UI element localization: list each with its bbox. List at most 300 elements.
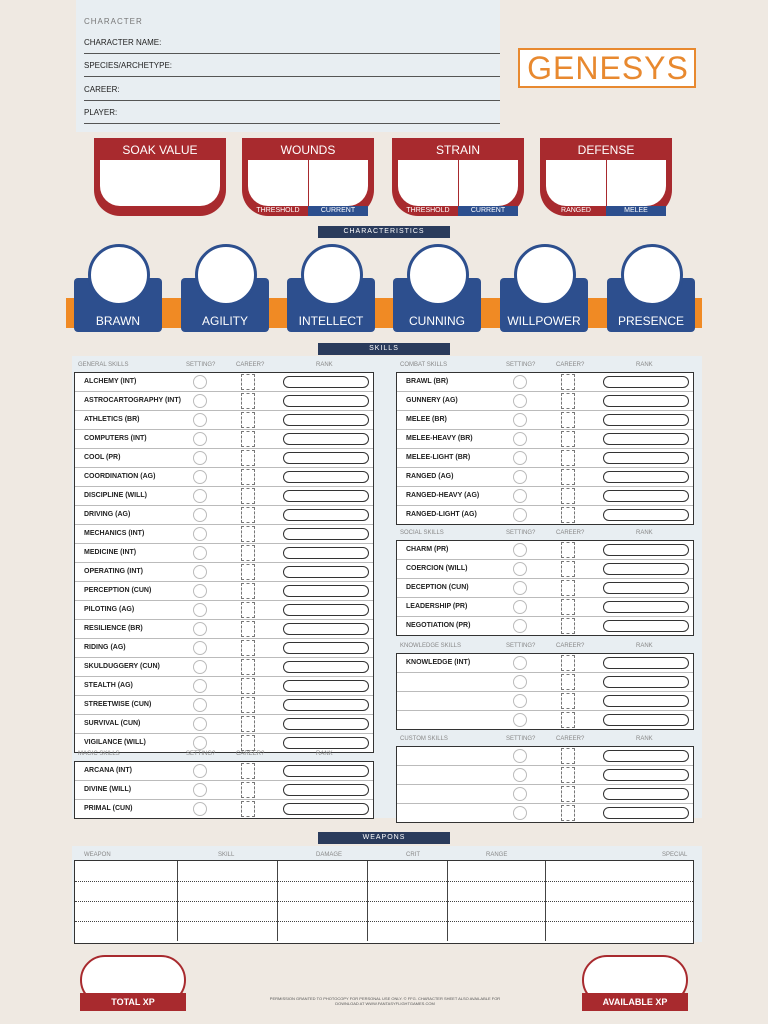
- rank-track[interactable]: [283, 642, 369, 654]
- skill-name: MECHANICS (INT): [84, 530, 145, 537]
- career-checkbox[interactable]: [561, 712, 575, 728]
- rank-track[interactable]: [603, 582, 689, 594]
- skill-row: [75, 563, 373, 582]
- defense-melee-label: MELEE: [606, 206, 666, 216]
- skill-row: [75, 762, 373, 781]
- setting-checkbox[interactable]: [513, 562, 527, 576]
- career-checkbox[interactable]: [241, 640, 255, 656]
- skill-name: PILOTING (AG): [84, 606, 135, 613]
- setting-checkbox[interactable]: [513, 432, 527, 446]
- rank-track[interactable]: [283, 585, 369, 597]
- damage-header: DAMAGE: [316, 852, 343, 858]
- presence-characteristic[interactable]: PRESENCE: [607, 244, 695, 332]
- skill-name: KNOWLEDGE (INT): [406, 659, 471, 666]
- setting-checkbox[interactable]: [193, 603, 207, 617]
- column-divider: [277, 861, 278, 881]
- rank-track[interactable]: [603, 395, 689, 407]
- rank-track[interactable]: [283, 528, 369, 540]
- setting-checkbox[interactable]: [193, 394, 207, 408]
- career-column-header: CAREER?: [556, 362, 585, 368]
- rank-track[interactable]: [603, 490, 689, 502]
- wounds-current-label: CURRENT: [308, 206, 368, 216]
- available-xp-box[interactable]: [582, 955, 688, 1013]
- setting-column-header: SETTING?: [186, 362, 216, 368]
- rank-track[interactable]: [603, 563, 689, 575]
- skill-name: MEDICINE (INT): [84, 549, 137, 556]
- skill-row: [397, 673, 693, 692]
- rank-track[interactable]: [283, 566, 369, 578]
- career-checkbox[interactable]: [241, 782, 255, 798]
- career-checkbox[interactable]: [561, 599, 575, 615]
- career-checkbox[interactable]: [241, 488, 255, 504]
- career-checkbox[interactable]: [561, 580, 575, 596]
- rank-track[interactable]: [603, 414, 689, 426]
- rank-track[interactable]: [283, 623, 369, 635]
- skill-name: COORDINATION (AG): [84, 473, 156, 480]
- setting-checkbox[interactable]: [193, 717, 207, 731]
- rank-track[interactable]: [283, 803, 369, 815]
- wounds-box: [242, 138, 374, 220]
- career-checkbox[interactable]: [561, 393, 575, 409]
- skill-name: GUNNERY (AG): [406, 397, 458, 404]
- career-checkbox[interactable]: [561, 507, 575, 523]
- career-checkbox[interactable]: [241, 526, 255, 542]
- career-checkbox[interactable]: [241, 564, 255, 580]
- skill-name: COERCION (WILL): [406, 565, 468, 572]
- skill-row: [75, 620, 373, 639]
- skill-row: [397, 392, 693, 411]
- social-skills-section: [396, 530, 694, 636]
- setting-checkbox[interactable]: [513, 543, 527, 557]
- rank-track[interactable]: [283, 433, 369, 445]
- career-checkbox[interactable]: [241, 659, 255, 675]
- column-divider: [447, 921, 448, 941]
- rank-track[interactable]: [283, 547, 369, 559]
- skill-row: [397, 449, 693, 468]
- special-header: SPECIAL: [662, 852, 688, 858]
- column-divider: [277, 921, 278, 941]
- setting-checkbox[interactable]: [513, 394, 527, 408]
- social-skills-header: [396, 530, 694, 540]
- setting-checkbox[interactable]: [193, 679, 207, 693]
- skill-row: [397, 598, 693, 617]
- career-checkbox[interactable]: [561, 374, 575, 390]
- section-title: SOCIAL SKILLS: [400, 530, 444, 536]
- cunning-characteristic[interactable]: CUNNING: [393, 244, 481, 332]
- skill-row: [75, 582, 373, 601]
- skill-name: NEGOTIATION (PR): [406, 622, 471, 629]
- soak-title: SOAK VALUE: [100, 140, 220, 160]
- skill-name: LEADERSHIP (PR): [406, 603, 468, 610]
- rank-track[interactable]: [283, 490, 369, 502]
- knowledge-skills-list: [396, 653, 694, 730]
- setting-column-header: SETTING?: [506, 736, 536, 742]
- setting-checkbox[interactable]: [193, 736, 207, 750]
- rank-track[interactable]: [283, 509, 369, 521]
- setting-checkbox[interactable]: [513, 694, 527, 708]
- career-checkbox[interactable]: [241, 716, 255, 732]
- career-checkbox[interactable]: [241, 621, 255, 637]
- skills-banner: SKILLS: [318, 343, 450, 355]
- skill-row: [75, 449, 373, 468]
- social-skills-list: [396, 540, 694, 636]
- career-checkbox[interactable]: [241, 469, 255, 485]
- career-checkbox[interactable]: [241, 801, 255, 817]
- skill-name: RANGED-HEAVY (AG): [406, 492, 480, 499]
- career-checkbox[interactable]: [561, 561, 575, 577]
- rank-track[interactable]: [283, 414, 369, 426]
- skill-row: [397, 579, 693, 598]
- strain-title: STRAIN: [398, 140, 518, 160]
- player-field[interactable]: PLAYER:: [84, 103, 500, 124]
- combat-skills-section: [396, 362, 694, 525]
- setting-checkbox[interactable]: [513, 470, 527, 484]
- rank-track[interactable]: [283, 737, 369, 749]
- setting-checkbox[interactable]: [513, 787, 527, 801]
- skill-name: SKULDUGGERY (CUN): [84, 663, 160, 670]
- career-column-header: CAREER?: [236, 751, 265, 757]
- character-section-title: CHARACTER: [84, 17, 143, 26]
- rank-column-header: RANK: [636, 530, 653, 536]
- skill-name: SURVIVAL (CUN): [84, 720, 141, 727]
- skill-name: DRIVING (AG): [84, 511, 131, 518]
- strain-threshold-label: THRESHOLD: [406, 207, 450, 214]
- setting-checkbox[interactable]: [513, 806, 527, 820]
- career-checkbox[interactable]: [241, 393, 255, 409]
- characteristics-banner: CHARACTERISTICS: [318, 226, 450, 238]
- magic-skills-list: [74, 761, 374, 819]
- setting-checkbox[interactable]: [193, 641, 207, 655]
- weapon-row[interactable]: [75, 921, 693, 941]
- career-checkbox[interactable]: [561, 748, 575, 764]
- rank-column-header: RANK: [316, 362, 333, 368]
- skill-row: [397, 560, 693, 579]
- section-title: CUSTOM SKILLS: [400, 736, 448, 742]
- defense-box: [540, 138, 672, 220]
- setting-checkbox[interactable]: [513, 489, 527, 503]
- skill-name: CHARM (PR): [406, 546, 449, 553]
- skill-name: STREETWISE (CUN): [84, 701, 152, 708]
- setting-checkbox[interactable]: [513, 656, 527, 670]
- skill-name: VIGILANCE (WILL): [84, 739, 146, 746]
- career-checkbox[interactable]: [241, 545, 255, 561]
- rank-column-header: RANK: [636, 362, 653, 368]
- setting-checkbox[interactable]: [513, 675, 527, 689]
- skill-row: [75, 800, 373, 818]
- setting-checkbox[interactable]: [193, 660, 207, 674]
- setting-checkbox[interactable]: [193, 764, 207, 778]
- rank-track[interactable]: [603, 788, 689, 800]
- rank-track[interactable]: [603, 452, 689, 464]
- column-divider: [447, 881, 448, 901]
- rank-track[interactable]: [283, 661, 369, 673]
- intellect-characteristic[interactable]: INTELLECT: [287, 244, 375, 332]
- setting-checkbox[interactable]: [513, 375, 527, 389]
- skill-row: [397, 692, 693, 711]
- section-title: GENERAL SKILLS: [78, 362, 129, 368]
- rank-track[interactable]: [603, 376, 689, 388]
- setting-checkbox[interactable]: [193, 783, 207, 797]
- knowledge-skills-section: [396, 643, 694, 730]
- column-divider: [447, 901, 448, 921]
- species-field[interactable]: SPECIES/ARCHETYPE:: [84, 56, 500, 77]
- rank-track[interactable]: [603, 807, 689, 819]
- setting-column-header: SETTING?: [186, 751, 216, 757]
- general-skills-list: [74, 372, 374, 753]
- magic-skills-header: [74, 751, 374, 761]
- rank-track[interactable]: [603, 676, 689, 688]
- column-divider: [177, 921, 178, 941]
- setting-checkbox[interactable]: [193, 432, 207, 446]
- setting-checkbox[interactable]: [193, 565, 207, 579]
- skill-name: MELEE-LIGHT (BR): [406, 454, 471, 461]
- weapons-banner: WEAPONS: [318, 832, 450, 844]
- rank-column-header: RANK: [636, 736, 653, 742]
- rank-track[interactable]: [283, 471, 369, 483]
- career-checkbox[interactable]: [561, 786, 575, 802]
- weapon-row[interactable]: [75, 881, 693, 902]
- skill-name: MELEE (BR): [406, 416, 447, 423]
- setting-checkbox[interactable]: [193, 470, 207, 484]
- career-checkbox[interactable]: [561, 542, 575, 558]
- skill-name: PERCEPTION (CUN): [84, 587, 152, 594]
- rank-track[interactable]: [283, 604, 369, 616]
- setting-checkbox[interactable]: [513, 451, 527, 465]
- column-divider: [177, 861, 178, 881]
- career-checkbox[interactable]: [561, 805, 575, 821]
- career-field[interactable]: CAREER:: [84, 80, 500, 101]
- brawn-characteristic[interactable]: BRAWN: [74, 244, 162, 332]
- setting-checkbox[interactable]: [193, 802, 207, 816]
- column-divider: [545, 901, 546, 921]
- career-column-header: CAREER?: [556, 530, 585, 536]
- skill-name: PRIMAL (CUN): [84, 805, 133, 812]
- skill-name: ARCANA (INT): [84, 767, 132, 774]
- skill-name: STEALTH (AG): [84, 682, 133, 689]
- rank-column-header: RANK: [636, 643, 653, 649]
- weapon-row[interactable]: [75, 861, 693, 882]
- rank-track[interactable]: [603, 471, 689, 483]
- agility-characteristic[interactable]: AGILITY: [181, 244, 269, 332]
- skill-name: MELEE-HEAVY (BR): [406, 435, 473, 442]
- setting-checkbox[interactable]: [193, 698, 207, 712]
- skill-header: SKILL: [218, 852, 235, 858]
- wounds-title: WOUNDS: [248, 140, 368, 160]
- career-checkbox[interactable]: [241, 697, 255, 713]
- rank-track[interactable]: [603, 433, 689, 445]
- available-xp-label: AVAILABLE XP: [582, 993, 688, 1011]
- career-checkbox[interactable]: [561, 767, 575, 783]
- setting-checkbox[interactable]: [513, 581, 527, 595]
- skill-name: RIDING (AG): [84, 644, 126, 651]
- skill-name: DECEPTION (CUN): [406, 584, 469, 591]
- skill-row: [397, 468, 693, 487]
- column-divider: [367, 901, 368, 921]
- setting-checkbox[interactable]: [193, 546, 207, 560]
- rank-track[interactable]: [283, 680, 369, 692]
- setting-checkbox[interactable]: [513, 713, 527, 727]
- setting-checkbox[interactable]: [193, 375, 207, 389]
- skill-row: [397, 654, 693, 673]
- setting-column-header: SETTING?: [506, 530, 536, 536]
- rank-track[interactable]: [283, 699, 369, 711]
- rank-track[interactable]: [603, 509, 689, 521]
- career-checkbox[interactable]: [241, 431, 255, 447]
- skill-row: [397, 430, 693, 449]
- skill-name: COOL (PR): [84, 454, 121, 461]
- skill-name: DISCIPLINE (WILL): [84, 492, 147, 499]
- career-checkbox[interactable]: [241, 678, 255, 694]
- career-checkbox[interactable]: [241, 450, 255, 466]
- career-checkbox[interactable]: [561, 655, 575, 671]
- rank-track[interactable]: [603, 657, 689, 669]
- setting-checkbox[interactable]: [193, 489, 207, 503]
- strain-current-label: CURRENT: [458, 206, 518, 216]
- skill-name: ALCHEMY (INT): [84, 378, 137, 385]
- rank-track[interactable]: [603, 750, 689, 762]
- skill-name: BRAWL (BR): [406, 378, 449, 385]
- setting-checkbox[interactable]: [513, 768, 527, 782]
- rank-track[interactable]: [603, 695, 689, 707]
- rank-track[interactable]: [603, 544, 689, 556]
- setting-column-header: SETTING?: [506, 362, 536, 368]
- career-checkbox[interactable]: [241, 507, 255, 523]
- career-checkbox[interactable]: [241, 763, 255, 779]
- career-checkbox[interactable]: [561, 469, 575, 485]
- skill-row: [397, 785, 693, 804]
- setting-checkbox[interactable]: [513, 619, 527, 633]
- rank-track[interactable]: [283, 718, 369, 730]
- career-checkbox[interactable]: [561, 618, 575, 634]
- rank-track[interactable]: [603, 769, 689, 781]
- setting-checkbox[interactable]: [193, 508, 207, 522]
- weapon-row[interactable]: [75, 901, 693, 922]
- skill-row: [397, 804, 693, 822]
- skill-name: RESILIENCE (BR): [84, 625, 143, 632]
- skill-row: [397, 487, 693, 506]
- career-checkbox[interactable]: [241, 735, 255, 751]
- career-checkbox[interactable]: [241, 583, 255, 599]
- career-checkbox[interactable]: [561, 693, 575, 709]
- skill-row: [75, 781, 373, 800]
- skill-name: DIVINE (WILL): [84, 786, 132, 793]
- custom-skills-section: [396, 736, 694, 823]
- career-column-header: CAREER?: [556, 736, 585, 742]
- section-title: COMBAT SKILLS: [400, 362, 448, 368]
- character-name-field[interactable]: CHARACTER NAME:: [84, 33, 500, 54]
- skill-name: ATHLETICS (BR): [84, 416, 140, 423]
- setting-checkbox[interactable]: [193, 527, 207, 541]
- section-title: KNOWLEDGE SKILLS: [400, 643, 462, 649]
- rank-column-header: RANK: [316, 751, 333, 757]
- skill-row: [397, 506, 693, 524]
- magic-skills-section: [74, 751, 374, 819]
- wounds-threshold-label: THRESHOLD: [256, 207, 300, 214]
- general-skills-header: [74, 362, 374, 372]
- rank-track[interactable]: [283, 452, 369, 464]
- strain-box: [392, 138, 524, 220]
- skill-row: [75, 639, 373, 658]
- general-skills-section: [74, 362, 374, 753]
- section-title: MAGIC SKILLS: [78, 751, 120, 757]
- setting-checkbox[interactable]: [193, 584, 207, 598]
- skill-row: [75, 658, 373, 677]
- skill-row: [75, 392, 373, 411]
- custom-skills-header: [396, 736, 694, 746]
- career-column-header: CAREER?: [236, 362, 265, 368]
- setting-checkbox[interactable]: [513, 413, 527, 427]
- column-divider: [545, 881, 546, 901]
- career-checkbox[interactable]: [561, 412, 575, 428]
- column-divider: [177, 901, 178, 921]
- column-divider: [545, 921, 546, 941]
- setting-checkbox[interactable]: [513, 600, 527, 614]
- custom-skills-list: [396, 746, 694, 823]
- column-divider: [367, 921, 368, 941]
- skill-row: [397, 617, 693, 635]
- career-checkbox[interactable]: [241, 602, 255, 618]
- skill-row: [75, 715, 373, 734]
- total-xp-box[interactable]: [80, 955, 186, 1013]
- skill-name: OPERATING (INT): [84, 568, 143, 575]
- rank-track[interactable]: [283, 395, 369, 407]
- soak-input[interactable]: [100, 160, 220, 206]
- rank-track[interactable]: [603, 601, 689, 613]
- range-header: RANGE: [486, 852, 508, 858]
- skill-row: [397, 747, 693, 766]
- skill-row: [75, 373, 373, 392]
- skill-row: [397, 711, 693, 729]
- career-checkbox[interactable]: [561, 488, 575, 504]
- career-checkbox[interactable]: [561, 431, 575, 447]
- skill-row: [75, 677, 373, 696]
- setting-checkbox[interactable]: [193, 451, 207, 465]
- skill-row: [397, 373, 693, 392]
- total-xp-label: TOTAL XP: [80, 993, 186, 1011]
- career-checkbox[interactable]: [241, 374, 255, 390]
- career-checkbox[interactable]: [561, 674, 575, 690]
- rank-track[interactable]: [283, 784, 369, 796]
- setting-checkbox[interactable]: [513, 508, 527, 522]
- skill-row: [397, 411, 693, 430]
- career-checkbox[interactable]: [241, 412, 255, 428]
- setting-checkbox[interactable]: [193, 413, 207, 427]
- skill-row: [397, 766, 693, 785]
- skill-name: COMPUTERS (INT): [84, 435, 147, 442]
- weapons-table[interactable]: [74, 860, 694, 944]
- combat-skills-list: [396, 372, 694, 525]
- willpower-characteristic[interactable]: WILLPOWER: [500, 244, 588, 332]
- defense-title: DEFENSE: [546, 140, 666, 160]
- rank-track[interactable]: [283, 765, 369, 777]
- career-checkbox[interactable]: [561, 450, 575, 466]
- rank-track[interactable]: [603, 714, 689, 726]
- setting-column-header: SETTING?: [506, 643, 536, 649]
- genesys-logo: GENESYS: [527, 50, 689, 86]
- rank-track[interactable]: [603, 620, 689, 632]
- skill-name: RANGED (AG): [406, 473, 454, 480]
- skill-name: ASTROCARTOGRAPHY (INT): [84, 397, 181, 404]
- setting-checkbox[interactable]: [193, 622, 207, 636]
- skill-row: [75, 601, 373, 620]
- column-divider: [367, 861, 368, 881]
- combat-skills-header: [396, 362, 694, 372]
- knowledge-skills-header: [396, 643, 694, 653]
- column-divider: [545, 861, 546, 881]
- rank-track[interactable]: [283, 376, 369, 388]
- skill-row: [75, 734, 373, 752]
- setting-checkbox[interactable]: [513, 749, 527, 763]
